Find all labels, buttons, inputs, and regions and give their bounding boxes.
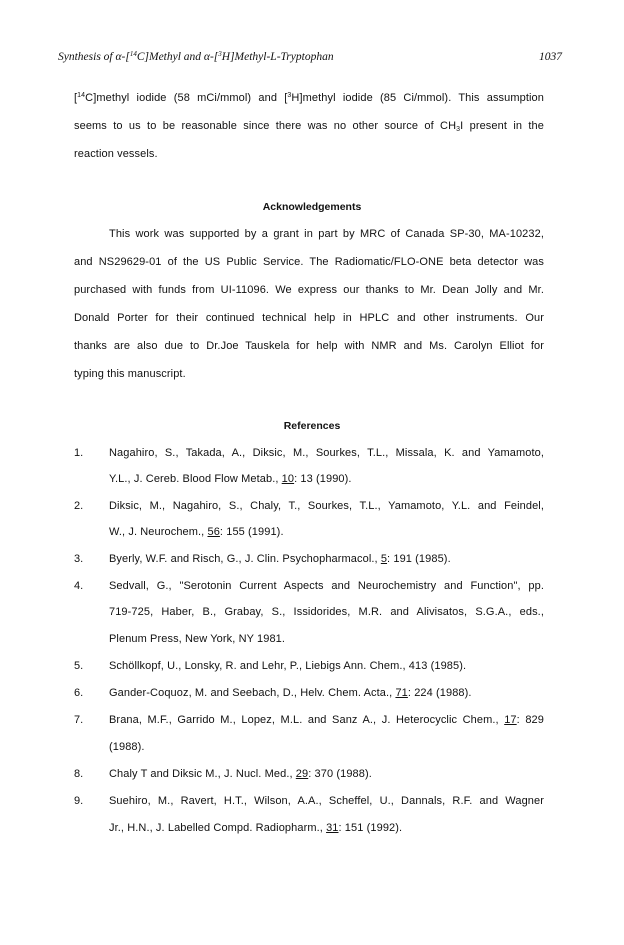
reference-8-line-1: Chaly T and Diksic M., J. Nucl. Med., 29: 370 (1988). bbox=[109, 768, 372, 780]
reference-1-line-2: Y.L., J. Cereb. Blood Flow Metab., 10: 13 (1990). bbox=[109, 473, 352, 485]
ack-line-4: Donald Porter for their continued technical help in HPLC and other instruments. Our bbox=[74, 312, 544, 324]
intro-line-2: seems to us to be reasonable since there was no other source of $CH_3I$ present in the bbox=[74, 120, 544, 133]
reference-7-line-2: (1988). bbox=[109, 741, 145, 753]
reference-4-line-1: Sedvall, G., "Serotonin Current Aspects and Neurochemistry and Function", pp. bbox=[109, 580, 544, 592]
page-number: 1037 bbox=[539, 51, 562, 63]
reference-4-line-2: 719-725, Haber, B., Grabay, S., Issidorides, M.R. and Alivisatos, S.G.A., eds., bbox=[109, 606, 544, 618]
reference-number: 5. bbox=[74, 660, 84, 672]
reference-6-line-1: Gander-Coquoz, M. and Seebach, D., Helv. Chem. Acta., 71: 224 (1988). bbox=[109, 687, 472, 699]
reference-number: 4. bbox=[74, 580, 84, 592]
reference-9-line-2: Jr., H.N., J. Labelled Compd. Radiopharm., 31: 151 (1992). bbox=[109, 822, 403, 834]
running-title: Synthesis of α-[$^{14}$C]Methyl and α-[$^3$H]Methyl-L-Tryptophan bbox=[58, 50, 334, 63]
ack-line-5: thanks are also due to Dr.Joe Tauskela for help with NMR and Ms. Carolyn Elliot for bbox=[74, 340, 544, 352]
reference-1-line-1: Nagahiro, S., Takada, A., Diksic, M., Sourkes, T.L., Missala, K. and Yamamoto, bbox=[109, 447, 544, 459]
intro-line-3: reaction vessels. bbox=[74, 148, 158, 160]
reference-number: 6. bbox=[74, 687, 84, 699]
reference-5-line-1: Schöllkopf, U., Lonsky, R. and Lehr, P., Liebigs Ann. Chem., 413 (1985). bbox=[109, 660, 467, 672]
reference-4-line-3: Plenum Press, New York, NY 1981. bbox=[109, 633, 286, 645]
ack-line-1: This work was supported by a grant in part by MRC of Canada SP-30, MA-10232, bbox=[109, 228, 544, 240]
reference-number: 9. bbox=[74, 795, 84, 807]
ack-line-6: typing this manuscript. bbox=[74, 368, 186, 380]
reference-3-line-1: Byerly, W.F. and Risch, G., J. Clin. Psychopharmacol., 5: 191 (1985). bbox=[109, 553, 451, 565]
running-header bbox=[58, 51, 566, 67]
reference-number: 2. bbox=[74, 500, 84, 512]
ack-line-2: and NS29629-01 of the US Public Service. The Radiomatic/FLO-ONE beta detector was bbox=[74, 256, 544, 268]
references-heading: References bbox=[283, 420, 341, 432]
reference-number: 3. bbox=[74, 553, 84, 565]
ack-line-3: purchased with funds from UI-11096. We express our thanks to Mr. Dean Jolly and Mr. bbox=[74, 284, 544, 296]
reference-2-line-2: W., J. Neurochem., 56: 155 (1991). bbox=[109, 526, 284, 538]
reference-number: 8. bbox=[74, 768, 84, 780]
reference-7-line-1: Brana, M.F., Garrido M., Lopez, M.L. and Sanz A., J. Heterocyclic Chem., 17: 829 bbox=[109, 714, 544, 726]
acknowledgements-heading: Acknowledgements bbox=[262, 201, 362, 213]
reference-2-line-1: Diksic, M., Nagahiro, S., Chaly, T., Sourkes, T.L., Yamamoto, Y.L. and Feindel, bbox=[109, 500, 544, 512]
reference-number: 1. bbox=[74, 447, 84, 459]
intro-line-1: [$^{14}$C]methyl iodide (58 mCi/mmol) and [$^3$H]methyl iodide (85 Ci/mmol). This assumption bbox=[74, 92, 544, 104]
reference-9-line-1: Suehiro, M., Ravert, H.T., Wilson, A.A., Scheffel, U., Dannals, R.F. and Wagner bbox=[109, 795, 544, 807]
reference-number: 7. bbox=[74, 714, 84, 726]
